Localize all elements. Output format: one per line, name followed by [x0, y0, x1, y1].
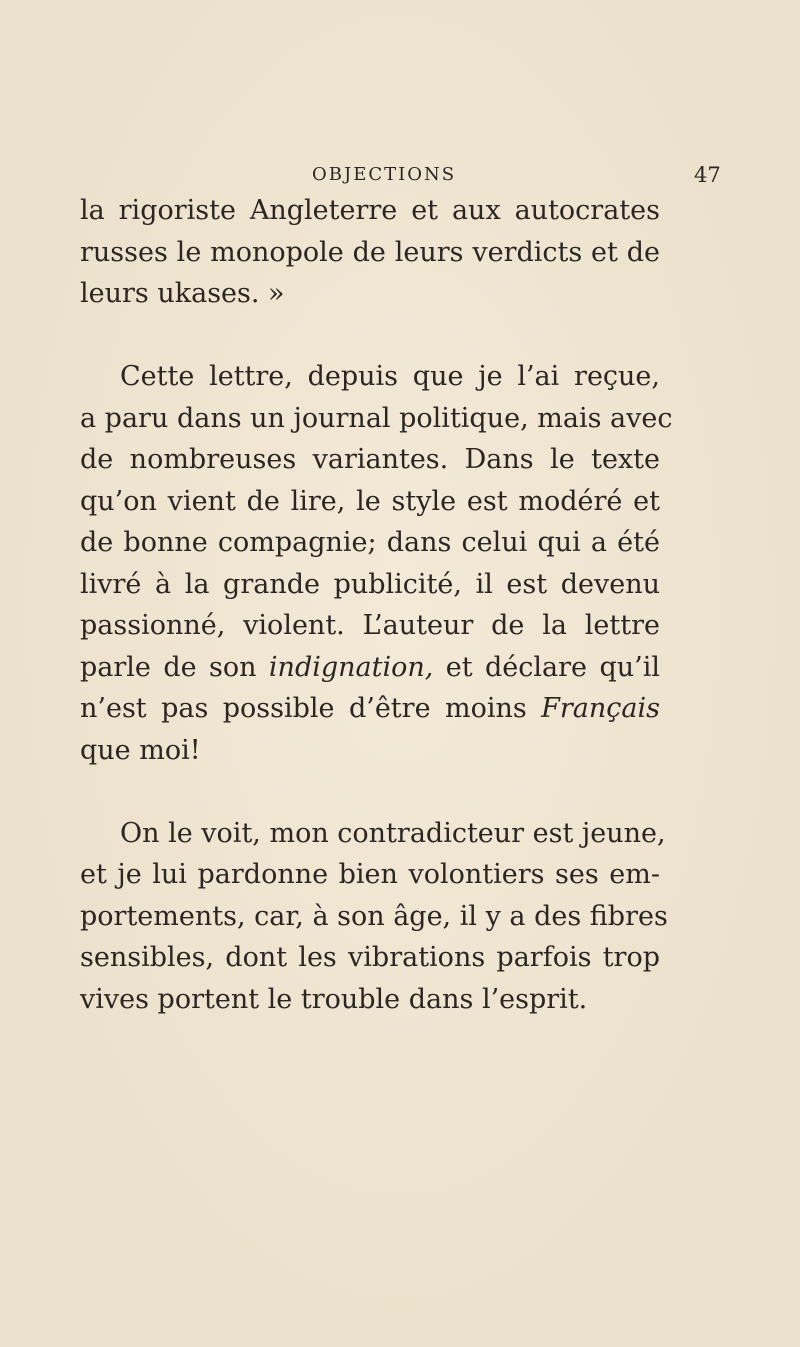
running-title: OBJECTIONS — [312, 164, 457, 185]
text-line: leurs ukases. » — [80, 278, 285, 309]
text-line: et je lui pardonne bien volontiers ses em- — [80, 859, 660, 890]
text-line — [80, 647, 660, 689]
text-line — [80, 688, 660, 730]
text-line: a paru dans un journal politique, mais avec — [80, 402, 673, 434]
paragraph-gap — [80, 771, 660, 813]
text-line: qu’on vient de lire, le style est modéré et — [80, 485, 660, 517]
text-line: sensibles, dont les vibrations parfois trop — [80, 942, 660, 973]
body-text — [80, 190, 673, 1020]
text-line: de nombreuses variantes. Dans le texte — [80, 444, 660, 475]
text-line: Cette lettre, depuis que je l’ai reçue, — [120, 361, 660, 392]
text-run: et déclare qu’il — [445, 651, 660, 683]
page-header — [0, 160, 800, 190]
text-line: On le voit, mon contradicteur est jeune, — [120, 817, 666, 849]
italic-word: indignation, — [268, 651, 434, 683]
paragraph-gap — [80, 315, 660, 357]
text-line: vives portent le trouble dans l’esprit. — [80, 983, 588, 1015]
text-run: n’est pas possible d’être moins — [80, 693, 527, 724]
text-line: passionné, violent. L’auteur de la lettre — [80, 610, 660, 641]
text-line: de bonne compagnie; dans celui qui a été — [80, 527, 660, 558]
text-line: livré à la grande publicité, il est devenu — [80, 568, 660, 600]
text-run: parle de son — [80, 651, 257, 683]
text-line: que moi! — [80, 734, 201, 766]
text-line: russes le monopole de leurs verdicts et de — [80, 236, 660, 268]
text-line: la rigoriste Angleterre et aux autocrates — [80, 195, 660, 226]
page-number: 47 — [694, 163, 721, 187]
italic-word: Français — [541, 693, 660, 724]
text-line: portements, car, à son âge, il y a des fibres — [80, 900, 668, 932]
